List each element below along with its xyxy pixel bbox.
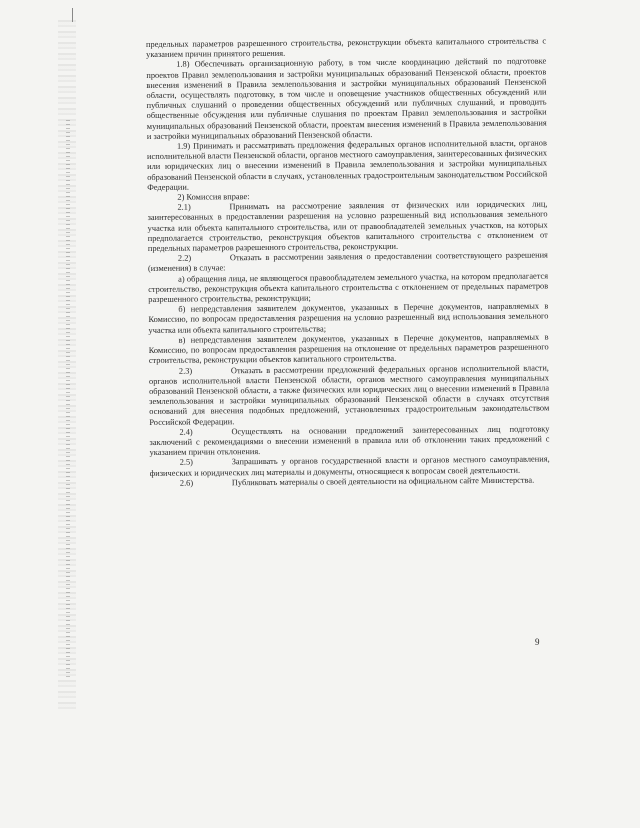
paragraph-text: Принимать на рассмотрение заявления от физических или юридических лиц, заинтересованных в предоставлении разрешения на условно разрешенный вид использования земельного участка или объекта капитального строительства, или от правообладателей земельных участков, на которых предполагается строительство, реконструкция объектов капитального строительства с отклонением от предельных параметров разрешенного строительства, реконструкции. bbox=[147, 199, 548, 254]
paragraph-text: Отказать в рассмотрении предложений федеральных органов исполнительной власти, органов исполнительной власти Пензенской области, органов местного самоуправления муниципальных образований Пензенской области, а также физических или юридических лиц о внесении изменений в Правила землепользования и застройки муниципальных образований Пензенской области в случаях отсутствия оснований для внесения подобных предложений, установленных градостроительным законодательством Российской Федерации. bbox=[148, 362, 550, 427]
paragraph-text: предельных параметров разрешенного строительства, реконструкции объекта капитального строительства с указанием причин принятого решения. bbox=[146, 36, 547, 60]
paragraph-text: а) обращения лица, не являющегося правообладателем земельного участка, на котором предполагается строительство, реконструкция объекта капитального строительства с отклонением от предельных параметров разрешенного строительства, реконструкции; bbox=[148, 271, 549, 305]
clause-number: 2.4) bbox=[179, 427, 193, 437]
paragraph-p-2-2-v bbox=[149, 332, 549, 366]
paragraph-text: Отказать в рассмотрении заявления о предоставлении соответствующего разрешения (изменения) в случае: bbox=[147, 250, 548, 274]
clause-number: 2.2) bbox=[177, 253, 192, 263]
paragraph-p-2-2-b bbox=[148, 302, 548, 336]
paragraph-p-2-4 bbox=[149, 424, 549, 458]
scan-edge-binding bbox=[66, 120, 70, 680]
paragraph-text: 1.8) Обеспечивать организационную работу, в том числе координацию действий по подготовке проектов Правил землепользования и застройки муниципальных образований Пензенской области, проектов внесения изменений в Правила землепользования и застройки муниципальных образований Пензенской области, осуществлять подготовку, в том числе и оповещение участников общественных обсуждений или публичных слушаний о проведении общественных обсуждений или публичных слушаний, и проводить общественные обсуждения или публичные слушания по проектам Правил землепользования и застройки муниципальных образований Пензенской области, проектам внесения изменений в Правила землепользования и застройки муниципальных образований Пензенской области. bbox=[146, 56, 547, 141]
paragraph-text: Осуществлять на основании предложений заинтересованных лиц подготовку заключений с рекомендациями о внесении изменений в правила или об отклонении таких предложений с указанием причин отклонения. bbox=[149, 424, 550, 458]
paragraph-p-2-1 bbox=[147, 200, 547, 255]
paragraph-p-1-9 bbox=[147, 139, 547, 194]
paragraph-p-2-3 bbox=[149, 363, 550, 428]
paragraph-text: в) непредставления заявителем документов, указанных в Перечне документов, направляемых в Комиссию, по вопросам предоставления разрешения на отклонение от предельных параметров разрешенного строительства, реконструкции объектов капитального строительства. bbox=[148, 332, 549, 366]
paragraph-p-2-2-a bbox=[148, 271, 548, 305]
paragraph-text: б) непредставления заявителем документов, указанных в Перечне документов, направляемых в Комиссию, по вопросам предоставления разрешения на условно разрешенный вид использования земельного участка или объекта капитального строительства; bbox=[148, 301, 549, 335]
paragraph-p-1-8 bbox=[146, 57, 547, 142]
paragraph-text: 1.9) Принимать и рассматривать предложения федеральных органов исполнительной власти, органов исполнительной власти Пензенской области, органов местного самоуправления, заинтересованных физических или юридических лиц о внесении изменений в Правила землепользования и застройки муниципальных образований Пензенской области в случаях, установленных градостроительным законодательством Российской Федерации. bbox=[146, 138, 548, 192]
paragraph-text: Публиковать материалы о своей деятельности на официальном сайте Министерства. bbox=[231, 475, 535, 488]
document-page bbox=[146, 37, 550, 489]
paragraph-p-2-6 bbox=[150, 475, 550, 489]
paragraph-text: 2) Комиссия вправе: bbox=[177, 192, 250, 202]
clause-number: 2.5) bbox=[179, 457, 193, 468]
paragraph-text: Запрашивать у органов государственной власти и органов местного самоуправления, физических и юридических лиц материалы и документы, относящиеся к вопросам своей деятельности. bbox=[149, 454, 550, 478]
clause-number: 2.3) bbox=[178, 366, 193, 376]
clause-number: 2.6) bbox=[179, 478, 194, 488]
scan-mark bbox=[72, 8, 73, 22]
clause-number: 2.1) bbox=[177, 202, 191, 212]
page-number: 9 bbox=[535, 637, 540, 647]
